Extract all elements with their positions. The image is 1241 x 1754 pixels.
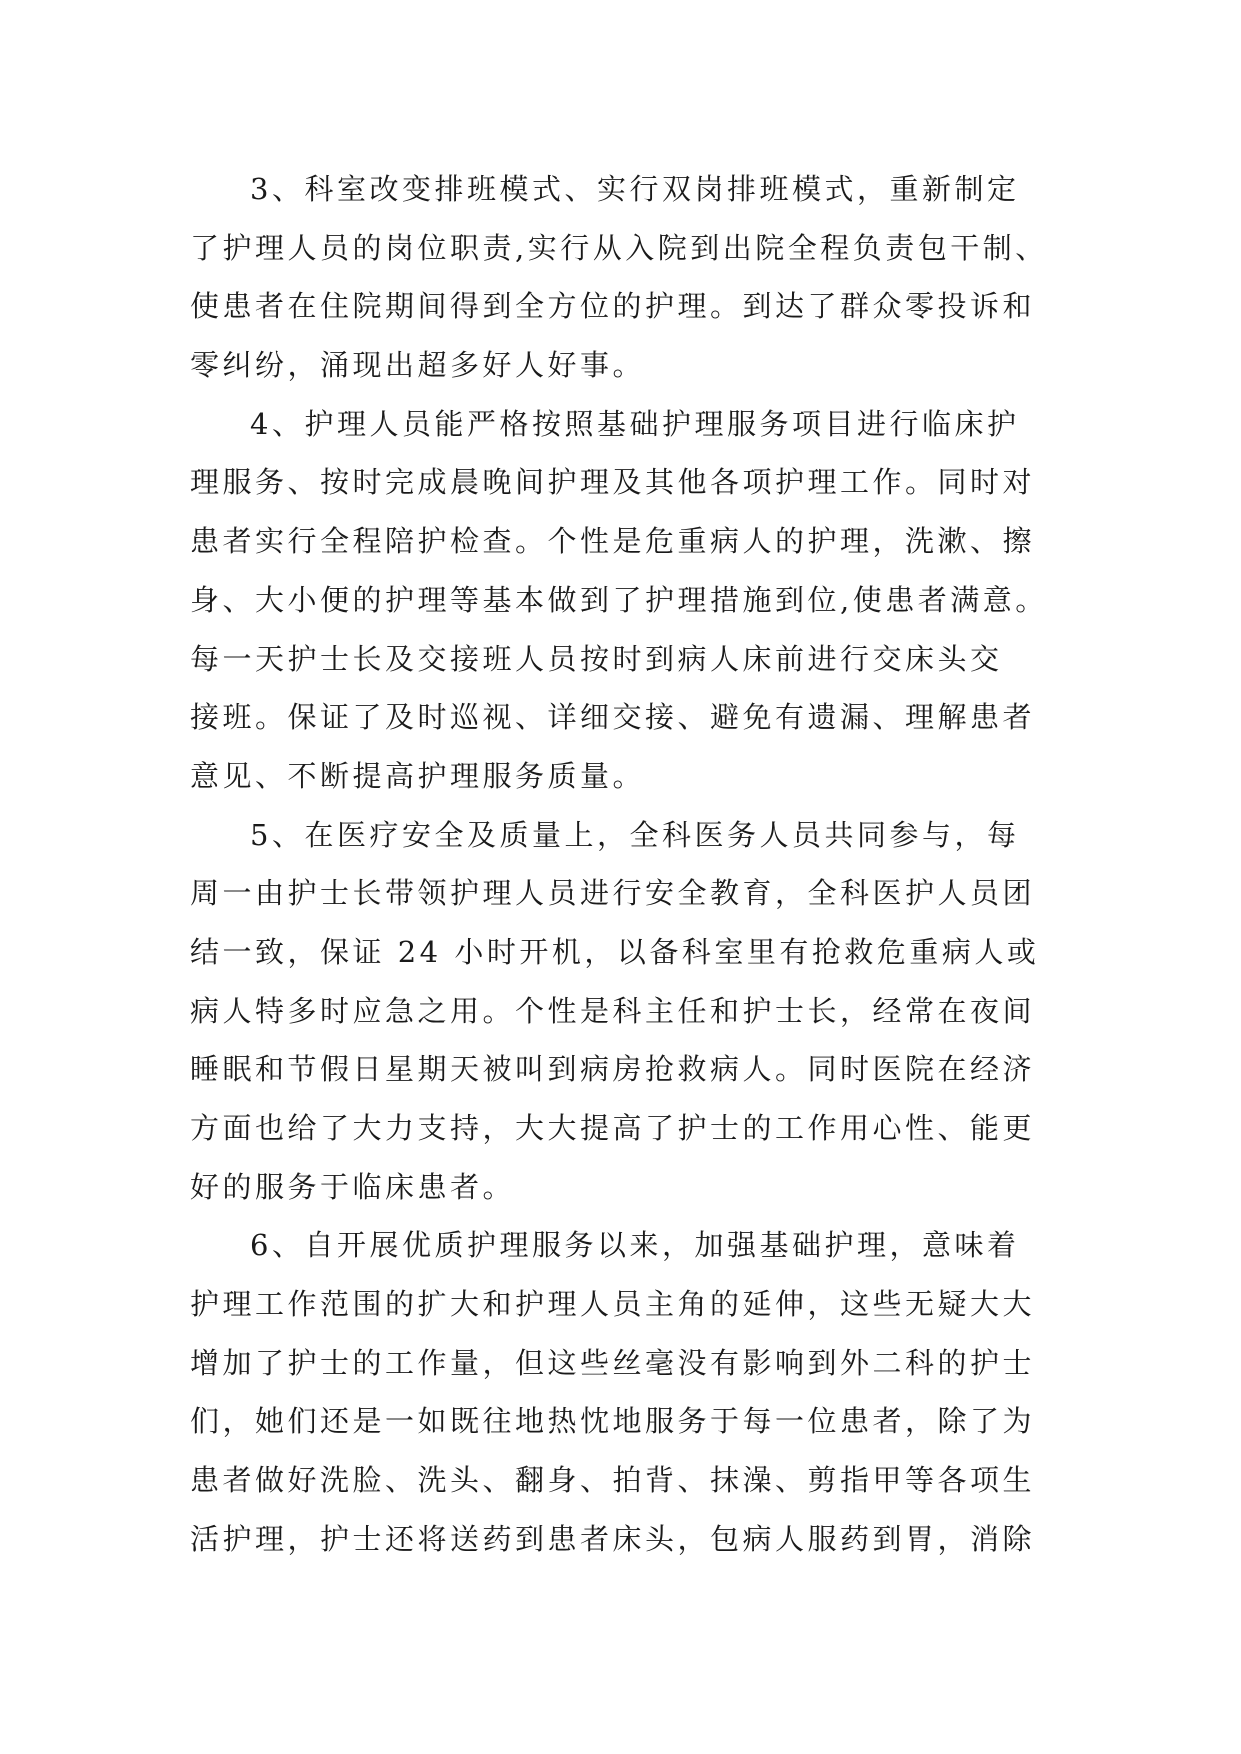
text-line: 周一由护士长带领护理人员进行安全教育，全科医护人员团 xyxy=(190,876,1036,911)
text-line: 患者实行全程陪护检查。个性是危重病人的护理，洗漱、擦 xyxy=(190,524,1036,559)
text-line: 5、在医疗安全及质量上，全科医务人员共同参与，每 xyxy=(250,817,1020,852)
paragraph-6 xyxy=(190,1216,1070,1568)
paragraph-3 xyxy=(190,160,1070,395)
text-line: 使患者在住院期间得到全方位的护理。到达了群众零投诉和 xyxy=(190,289,1036,324)
text-line: 病人特多时应急之用。个性是科主任和护士长，经常在夜间 xyxy=(190,993,1036,1028)
paragraph-5 xyxy=(190,806,1070,1217)
paragraph-4 xyxy=(190,395,1070,806)
text-line: 护理工作范围的扩大和护理人员主角的延伸，这些无疑大大 xyxy=(190,1287,1036,1322)
text-line: 6、自开展优质护理服务以来，加强基础护理，意味着 xyxy=(250,1228,1020,1263)
text-line: 每一天护士长及交接班人员按时到病人床前进行交床头交 xyxy=(190,641,1003,676)
text-line: 理服务、按时完成晨晚间护理及其他各项护理工作。同时对 xyxy=(190,465,1036,500)
text-line: 意见、不断提高护理服务质量。 xyxy=(190,758,646,793)
text-line: 活护理，护士还将送药到患者床头，包病人服药到胃，消除 xyxy=(190,1521,1036,1556)
text-line: 增加了护士的工作量，但这些丝毫没有影响到外二科的护士 xyxy=(190,1345,1036,1380)
text-line: 接班。保证了及时巡视、详细交接、避免有遗漏、理解患者 xyxy=(190,700,1036,735)
text-line: 了护理人员的岗位职责,实行从入院到出院全程负责包干制、 xyxy=(190,230,1048,265)
text-line: 方面也给了大力支持，大大提高了护士的工作用心性、能更 xyxy=(190,1111,1036,1145)
text-line: 睡眠和节假日星期天被叫到病房抢救病人。同时医院在经济 xyxy=(190,1052,1036,1087)
text-line: 4、护理人员能严格按照基础护理服务项目进行临床护 xyxy=(250,406,1020,441)
text-line: 3、科室改变排班模式、实行双岗排班模式，重新制定 xyxy=(250,172,1020,206)
text-line: 身、大小便的护理等基本做到了护理措施到位,使患者满意。 xyxy=(190,582,1048,617)
text-line: 患者做好洗脸、洗头、翻身、拍背、抹澡、剪指甲等各项生 xyxy=(190,1463,1036,1498)
text-line: 结一致，保证 24 小时开机，以备科室里有抢救危重病人或 xyxy=(190,934,1040,969)
document-body xyxy=(190,160,1070,1569)
text-line: 们，她们还是一如既往地热忱地服务于每一位患者，除了为 xyxy=(190,1404,1036,1439)
text-line: 零纠纷，涌现出超多好人好事。 xyxy=(190,348,646,383)
text-line: 好的服务于临床患者。 xyxy=(190,1169,516,1204)
